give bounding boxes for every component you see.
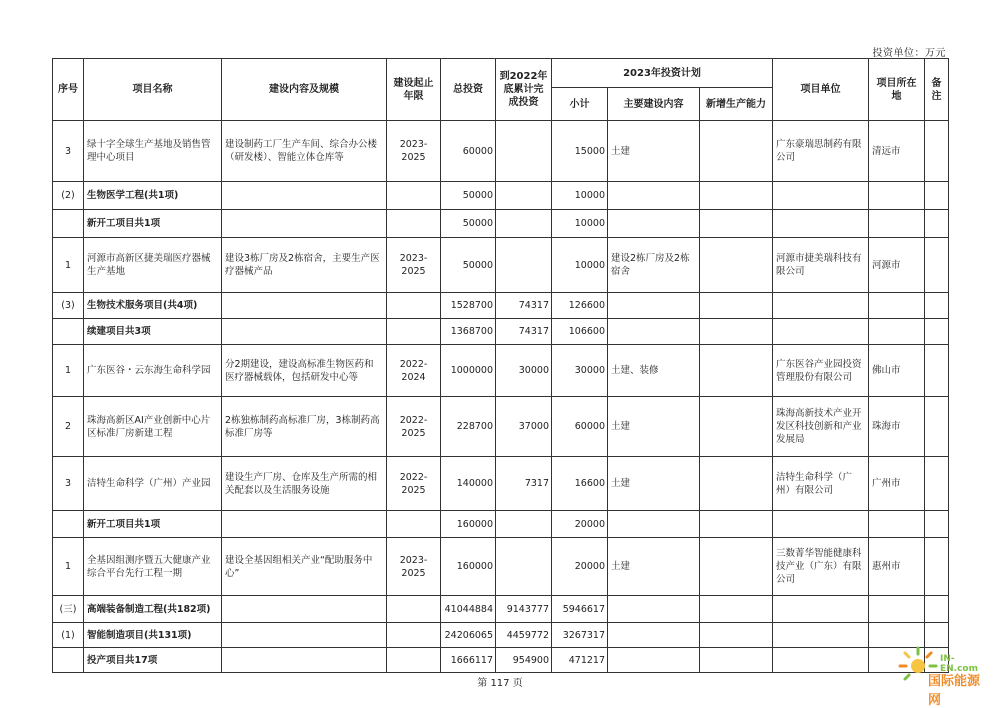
row-unit: 三数菁华智能健康科技产业（广东）有限公司 <box>773 538 869 596</box>
row-period: 2023-2025 <box>387 121 441 182</box>
row-content <box>222 648 387 673</box>
row-total: 1000000 <box>441 345 496 397</box>
row-project-name: 河源市高新区捷美瑞医疗器械生产基地 <box>84 238 222 293</box>
row-period <box>387 210 441 238</box>
row-no: (1) <box>53 623 84 648</box>
header-subtotal: 小计 <box>552 88 608 121</box>
row-capacity <box>700 121 773 182</box>
row-subtotal: 20000 <box>552 511 608 538</box>
row-content <box>222 182 387 210</box>
row-subtotal: 15000 <box>552 121 608 182</box>
row-done-2022 <box>496 121 552 182</box>
row-main-content <box>608 623 700 648</box>
row-capacity <box>700 623 773 648</box>
row-subtotal: 30000 <box>552 345 608 397</box>
row-main-content <box>608 293 700 319</box>
row-no: 3 <box>53 121 84 182</box>
row-subtotal: 10000 <box>552 238 608 293</box>
row-unit: 广东医谷产业园投资管理股份有限公司 <box>773 345 869 397</box>
table-row <box>53 457 949 511</box>
header-content: 建设内容及规模 <box>222 59 387 121</box>
row-total: 1368700 <box>441 319 496 345</box>
header-total: 总投资 <box>441 59 496 121</box>
row-location: 佛山市 <box>869 345 925 397</box>
row-total: 140000 <box>441 457 496 511</box>
watermark-logo <box>898 646 990 708</box>
table-row <box>53 319 949 345</box>
row-period <box>387 511 441 538</box>
row-location: 河源市 <box>869 238 925 293</box>
row-content <box>222 293 387 319</box>
header-location: 项目所在地 <box>869 59 925 121</box>
row-main-content: 土建 <box>608 397 700 457</box>
row-content <box>222 596 387 623</box>
investment-unit-label: 投资单位：万元 <box>872 48 946 59</box>
row-main-content <box>608 648 700 673</box>
header-main-content: 主要建设内容 <box>608 88 700 121</box>
row-subtotal: 471217 <box>552 648 608 673</box>
row-subtotal: 20000 <box>552 538 608 596</box>
header-capacity: 新增生产能力 <box>700 88 773 121</box>
row-total: 160000 <box>441 511 496 538</box>
row-total: 60000 <box>441 121 496 182</box>
row-capacity <box>700 238 773 293</box>
row-capacity <box>700 210 773 238</box>
row-main-content <box>608 511 700 538</box>
row-total: 41044884 <box>441 596 496 623</box>
row-content: 建设生产厂房、仓库及生产所需的相关配套以及生活服务设施 <box>222 457 387 511</box>
header-no: 序号 <box>53 59 84 121</box>
row-content <box>222 511 387 538</box>
row-note <box>925 538 949 596</box>
row-main-content <box>608 319 700 345</box>
row-no: 1 <box>53 538 84 596</box>
row-period: 2022-2024 <box>387 345 441 397</box>
row-total: 24206065 <box>441 623 496 648</box>
row-location: 珠海市 <box>869 397 925 457</box>
row-done-2022: 37000 <box>496 397 552 457</box>
row-note <box>925 293 949 319</box>
row-main-content: 土建 <box>608 538 700 596</box>
row-capacity <box>700 397 773 457</box>
row-total: 160000 <box>441 538 496 596</box>
row-period <box>387 293 441 319</box>
header-done-2022: 到2022年底累计完成投资 <box>496 59 552 121</box>
table-row <box>53 293 949 319</box>
row-subtotal: 10000 <box>552 210 608 238</box>
row-location: 清远市 <box>869 121 925 182</box>
page-number: 第 117 页 <box>477 678 523 689</box>
table-row <box>53 596 949 623</box>
row-subtotal: 126600 <box>552 293 608 319</box>
row-location <box>869 319 925 345</box>
row-unit: 珠海高新技术产业开发区科技创新和产业发展局 <box>773 397 869 457</box>
row-no: (2) <box>53 182 84 210</box>
row-project-name: 洁特生命科学（广州）产业园 <box>84 457 222 511</box>
row-unit <box>773 182 869 210</box>
row-location <box>869 511 925 538</box>
row-period: 2022-2025 <box>387 457 441 511</box>
row-no <box>53 210 84 238</box>
row-total: 50000 <box>441 238 496 293</box>
row-subtotal: 5946617 <box>552 596 608 623</box>
row-no <box>53 319 84 345</box>
row-content: 2栋独栋制药高标准厂房，3栋制药高标准厂房等 <box>222 397 387 457</box>
row-done-2022: 74317 <box>496 319 552 345</box>
row-project-name: 生物医学工程(共1项) <box>84 182 222 210</box>
row-capacity <box>700 182 773 210</box>
row-period <box>387 648 441 673</box>
header-project-name: 项目名称 <box>84 59 222 121</box>
header-note: 备注 <box>925 59 949 121</box>
table-row <box>53 121 949 182</box>
table-row <box>53 648 949 673</box>
row-unit <box>773 511 869 538</box>
table-row <box>53 397 949 457</box>
row-unit <box>773 293 869 319</box>
row-content <box>222 210 387 238</box>
row-main-content <box>608 596 700 623</box>
row-unit: 洁特生命科学（广州）有限公司 <box>773 457 869 511</box>
row-done-2022: 7317 <box>496 457 552 511</box>
row-done-2022 <box>496 210 552 238</box>
row-main-content <box>608 182 700 210</box>
row-no <box>53 511 84 538</box>
row-note <box>925 511 949 538</box>
row-period: 2023-2025 <box>387 538 441 596</box>
row-unit <box>773 596 869 623</box>
row-subtotal: 3267317 <box>552 623 608 648</box>
row-capacity <box>700 293 773 319</box>
row-no <box>53 648 84 673</box>
row-location <box>869 596 925 623</box>
row-period <box>387 182 441 210</box>
row-period <box>387 623 441 648</box>
row-total: 1528700 <box>441 293 496 319</box>
row-main-content: 土建 <box>608 121 700 182</box>
row-project-name: 绿十字全球生产基地及销售管理中心项目 <box>84 121 222 182</box>
row-period <box>387 319 441 345</box>
table-row <box>53 210 949 238</box>
row-unit <box>773 319 869 345</box>
table-row <box>53 345 949 397</box>
row-subtotal: 10000 <box>552 182 608 210</box>
row-unit <box>773 648 869 673</box>
row-project-name: 新开工项目共1项 <box>84 210 222 238</box>
row-location <box>869 210 925 238</box>
watermark-cn: 国际能源网 <box>928 674 981 708</box>
table-row <box>53 511 949 538</box>
row-done-2022 <box>496 238 552 293</box>
row-content <box>222 623 387 648</box>
table-row <box>53 182 949 210</box>
row-done-2022 <box>496 538 552 596</box>
header-plan-2023: 2023年投资计划 <box>552 59 773 88</box>
row-period <box>387 596 441 623</box>
row-note <box>925 623 949 648</box>
investment-table <box>52 58 949 673</box>
row-project-name: 智能制造项目(共131项) <box>84 623 222 648</box>
row-project-name: 广东医谷・云东海生命科学园 <box>84 345 222 397</box>
row-capacity <box>700 538 773 596</box>
row-project-name: 高端装备制造工程(共182项) <box>84 596 222 623</box>
row-note <box>925 210 949 238</box>
row-done-2022: 74317 <box>496 293 552 319</box>
row-total: 228700 <box>441 397 496 457</box>
row-total: 1666117 <box>441 648 496 673</box>
table-row <box>53 238 949 293</box>
row-main-content: 建设2栋厂房及2栋宿舍 <box>608 238 700 293</box>
row-project-name: 全基因组测序暨五大健康产业综合平台先行工程一期 <box>84 538 222 596</box>
row-note <box>925 345 949 397</box>
row-total: 50000 <box>441 210 496 238</box>
row-location <box>869 623 925 648</box>
row-main-content: 土建、装修 <box>608 345 700 397</box>
row-content: 建设全基因组相关产业“配助服务中心” <box>222 538 387 596</box>
row-location: 广州市 <box>869 457 925 511</box>
row-project-name: 新开工项目共1项 <box>84 511 222 538</box>
table-row <box>53 538 949 596</box>
header-unit: 项目单位 <box>773 59 869 121</box>
row-capacity <box>700 648 773 673</box>
row-capacity <box>700 457 773 511</box>
row-capacity <box>700 319 773 345</box>
row-no: 3 <box>53 457 84 511</box>
row-subtotal: 106600 <box>552 319 608 345</box>
row-note <box>925 397 949 457</box>
row-main-content: 土建 <box>608 457 700 511</box>
row-period: 2022-2025 <box>387 397 441 457</box>
row-total: 50000 <box>441 182 496 210</box>
row-subtotal: 16600 <box>552 457 608 511</box>
row-no: 2 <box>53 397 84 457</box>
row-done-2022: 30000 <box>496 345 552 397</box>
row-done-2022: 4459772 <box>496 623 552 648</box>
row-unit <box>773 210 869 238</box>
row-unit <box>773 623 869 648</box>
row-no: 1 <box>53 345 84 397</box>
row-unit: 广东豪瑞思制药有限公司 <box>773 121 869 182</box>
row-note <box>925 182 949 210</box>
header-period: 建设起止年限 <box>387 59 441 121</box>
row-unit: 河源市捷美瑞科技有限公司 <box>773 238 869 293</box>
row-no: 1 <box>53 238 84 293</box>
row-subtotal: 60000 <box>552 397 608 457</box>
row-no: (3) <box>53 293 84 319</box>
row-location: 惠州市 <box>869 538 925 596</box>
row-done-2022: 954900 <box>496 648 552 673</box>
row-project-name: 投产项目共17项 <box>84 648 222 673</box>
row-done-2022 <box>496 182 552 210</box>
row-location <box>869 293 925 319</box>
row-capacity <box>700 596 773 623</box>
row-location <box>869 182 925 210</box>
row-note <box>925 238 949 293</box>
row-done-2022: 9143777 <box>496 596 552 623</box>
row-period: 2023-2025 <box>387 238 441 293</box>
row-no: (三) <box>53 596 84 623</box>
row-capacity <box>700 511 773 538</box>
row-content: 建设3栋厂房及2栋宿舍，主要生产医疗器械产品 <box>222 238 387 293</box>
row-note <box>925 596 949 623</box>
watermark-en: IN-EN.com <box>940 654 978 674</box>
row-content <box>222 319 387 345</box>
row-project-name: 续建项目共3项 <box>84 319 222 345</box>
row-note <box>925 319 949 345</box>
row-project-name: 生物技术服务项目(共4项) <box>84 293 222 319</box>
table-row <box>53 623 949 648</box>
row-project-name: 珠海高新区AI产业创新中心片区标准厂房新建工程 <box>84 397 222 457</box>
row-note <box>925 121 949 182</box>
row-capacity <box>700 345 773 397</box>
row-main-content <box>608 210 700 238</box>
row-content: 分2期建设，建设高标准生物医药和医疗器械载体，包括研发中心等 <box>222 345 387 397</box>
row-content: 建设制药工厂生产车间、综合办公楼（研发楼）、智能立体仓库等 <box>222 121 387 182</box>
row-done-2022 <box>496 511 552 538</box>
row-note <box>925 457 949 511</box>
